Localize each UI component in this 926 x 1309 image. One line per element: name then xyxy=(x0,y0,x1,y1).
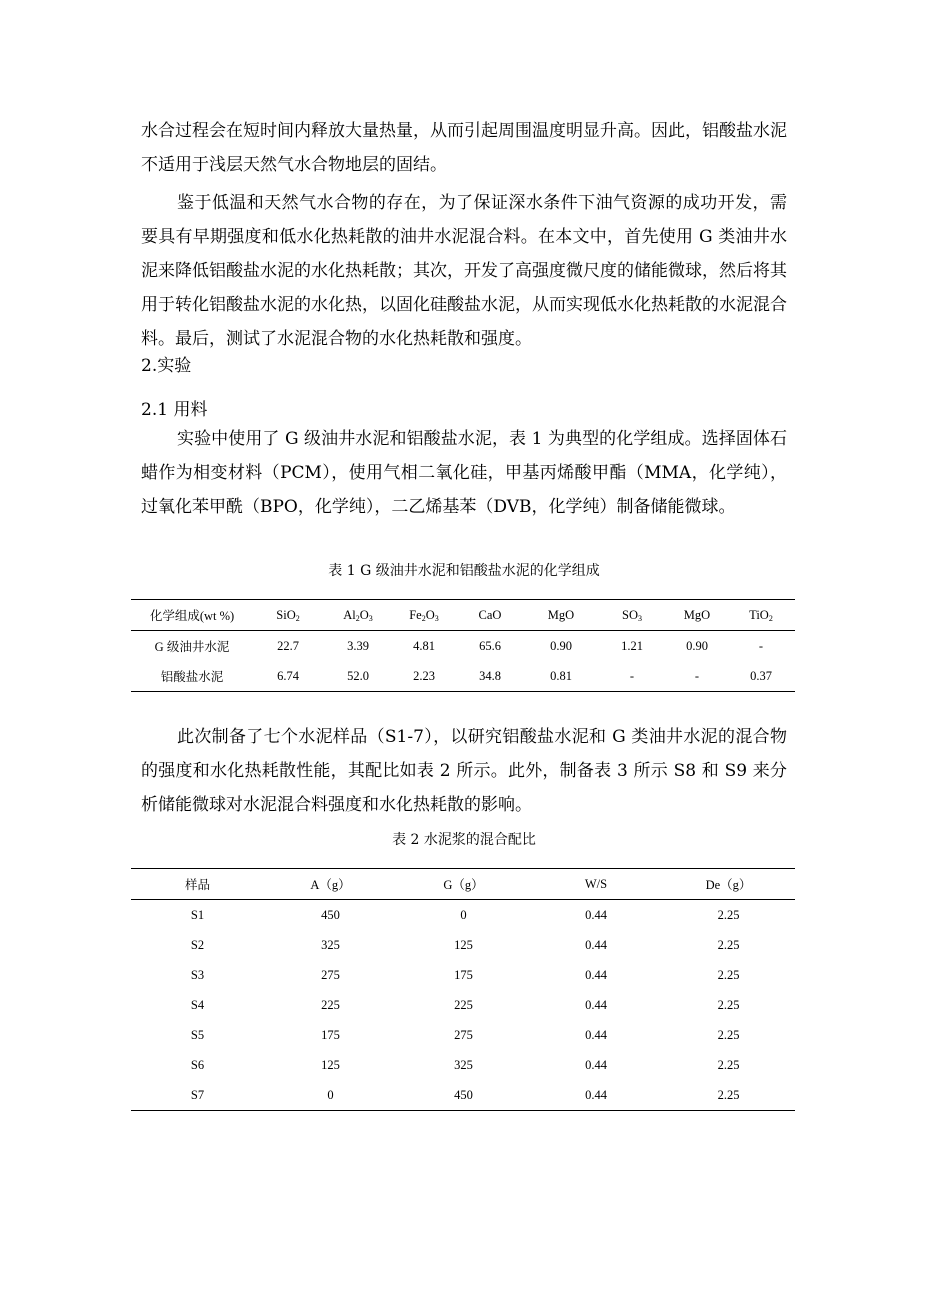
table1-cell: - xyxy=(597,661,667,692)
table2-row xyxy=(131,900,795,931)
table2-cell: 2.25 xyxy=(717,967,740,982)
table2-cell: S7 xyxy=(131,1080,264,1111)
table2-cell: 225 xyxy=(454,997,473,1012)
table2-cell: 275 xyxy=(454,1027,473,1042)
table2-cell: S5 xyxy=(190,1027,205,1042)
table2-mix-ratio xyxy=(131,868,795,1111)
table1-header-cell: $Al_2O_3$ xyxy=(323,600,393,631)
paragraph-samples: 此次制备了七个水泥样品（S1-7），以研究铝酸盐水泥和 G 类油井水泥的混合物的强度和水化热耗散性能，其配比如表 2 所示。此外，制备表 3 所示 S8 和 S9 来分析储能微球对水泥混合料强度和水化热耗散的影响。 xyxy=(141,727,787,815)
paragraph-materials: 实验中使用了 G 级油井水泥和铝酸盐水泥，表 1 为典型的化学组成。选择固体石蜡作为相变材料（PCM），使用气相二氧化硅，甲基丙烯酸甲酯（MMA，化学纯），过氧化苯甲酰（BPO，化学纯），二乙烯基苯（DVB，化学纯）制备储能微球。 xyxy=(141,429,787,517)
table2-cell: 2.25 xyxy=(717,1057,740,1072)
table1-cell: 22.7 xyxy=(277,638,299,653)
table2-caption: 表 2 水泥浆的混合配比 xyxy=(392,832,536,848)
table2-cell: 225 xyxy=(321,997,340,1012)
table2-cell: S3 xyxy=(190,967,205,982)
section-title: 2.实验 xyxy=(141,356,192,376)
table2-cell: 275 xyxy=(321,967,340,982)
table1-row xyxy=(131,631,795,662)
table2-cell: 0.44 xyxy=(585,997,607,1012)
table2-row xyxy=(131,960,795,990)
table1-header-cell: TiO$_2$ xyxy=(727,600,795,631)
table1-cell: 0.90 xyxy=(550,638,572,653)
table1-header-cell: SiO$_2$ xyxy=(253,600,323,631)
table2-cell: 125 xyxy=(321,1057,340,1072)
table2-cell: 0.44 xyxy=(585,967,607,982)
table2-cell: 2.25 xyxy=(662,1080,795,1111)
table1-cell: 34.8 xyxy=(455,661,525,692)
table2-cell: S6 xyxy=(190,1057,205,1072)
table1-header-cell: 化学组成(wt %) xyxy=(131,600,253,631)
table1-row xyxy=(131,661,795,692)
table1-header-row xyxy=(131,600,795,631)
table2-header-cell: A（g） xyxy=(264,869,397,900)
table2-row xyxy=(131,1020,795,1050)
table1-header-cell: $Fe_2O_3$ xyxy=(393,600,455,631)
table2-cell: 325 xyxy=(321,937,340,952)
table2-header-row xyxy=(131,869,795,900)
table2-cell: 2.25 xyxy=(717,907,740,922)
table2-cell: S1 xyxy=(190,907,205,922)
table2-cell: 0.44 xyxy=(585,1027,607,1042)
table2-header-cell: W/S xyxy=(530,869,662,900)
table2-header-cell: De（g） xyxy=(662,869,795,900)
table1-cell: - xyxy=(667,661,727,692)
table1-header-cell: CaO xyxy=(455,600,525,631)
table2-header-cell: 样品 xyxy=(131,869,264,900)
table1-cell: 65.6 xyxy=(479,638,501,653)
table2-cell: 2.25 xyxy=(717,937,740,952)
table1-cell: 3.39 xyxy=(347,638,369,653)
table2-cell: S2 xyxy=(190,937,205,952)
table1-caption: 表 1 G 级油井水泥和铝酸盐水泥的化学组成 xyxy=(328,563,600,579)
table2-cell: 2.25 xyxy=(717,1027,740,1042)
table2-row xyxy=(131,1080,795,1111)
table2-header-cell: G（g） xyxy=(397,869,530,900)
table2-cell: 0.44 xyxy=(585,1057,607,1072)
table1-cell: 1.21 xyxy=(621,638,643,653)
table1-cell: 0.90 xyxy=(686,638,708,653)
table1-cell: 6.74 xyxy=(253,661,323,692)
table1-chemical-composition xyxy=(131,599,795,692)
table2-cell: 0 xyxy=(460,907,467,922)
table1-cell: 0.81 xyxy=(525,661,597,692)
table2-cell: 175 xyxy=(321,1027,340,1042)
subsection-title: 2.1 用料 xyxy=(141,400,208,420)
table2-cell: 0.44 xyxy=(585,937,607,952)
paragraph-hydration-heat: 水合过程会在短时间内释放大量热量，从而引起周围温度明显升高。因此，铝酸盐水泥不适用于浅层天然气水合物地层的固结。 xyxy=(141,121,787,175)
table1-header-cell: $SO_3$ xyxy=(597,600,667,631)
table2-cell: 0.44 xyxy=(530,1080,662,1111)
table2-row xyxy=(131,1050,795,1080)
table1-cell: 2.23 xyxy=(393,661,455,692)
table2-cell: 450 xyxy=(321,907,340,922)
table2-row xyxy=(131,930,795,960)
table2-row xyxy=(131,990,795,1020)
table1-cell: 52.0 xyxy=(323,661,393,692)
paragraph-motivation: 鉴于低温和天然气水合物的存在，为了保证深水条件下油气资源的成功开发，需要具有早期强度和低水化热耗散的油井水泥混合料。在本文中，首先使用 G 类油井水泥来降低铝酸盐水泥的水化热耗散；其次，开发了高强度微尺度的储能微球，然后将其用于转化铝酸盐水泥的水化热，以固化硅酸盐水泥，从而实现低水化热耗散的水泥混合料。最后，测试了水泥混合物的水化热耗散和强度。 xyxy=(141,193,787,349)
table2-cell: 450 xyxy=(397,1080,530,1111)
table2-cell: 175 xyxy=(454,967,473,982)
table1-cell: 铝酸盐水泥 xyxy=(131,661,253,692)
table2-cell: 0 xyxy=(264,1080,397,1111)
table2-cell: 0.44 xyxy=(585,907,607,922)
table2-cell: 2.25 xyxy=(717,997,740,1012)
table2-cell: 325 xyxy=(454,1057,473,1072)
table1-cell: 0.37 xyxy=(727,661,795,692)
table1-header-cell: MgO xyxy=(525,600,597,631)
table2-cell: 125 xyxy=(454,937,473,952)
table1-cell: - xyxy=(758,638,764,653)
table1-header-cell: MgO xyxy=(667,600,727,631)
table2-cell: S4 xyxy=(190,997,205,1012)
table1-cell: 4.81 xyxy=(413,638,435,653)
table1-cell: G 级油井水泥 xyxy=(154,640,230,654)
